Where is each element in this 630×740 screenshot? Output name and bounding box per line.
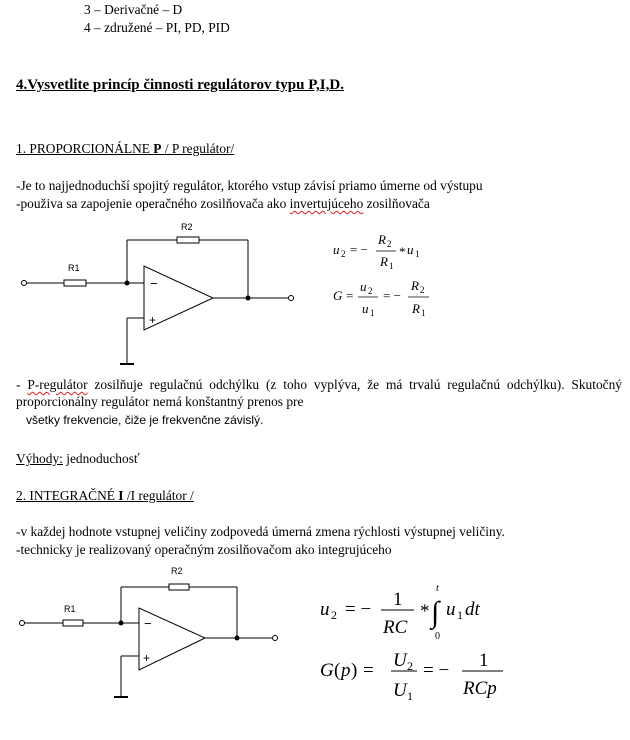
i-node-output — [235, 636, 240, 641]
list-item-derivative: 3 – Derivačné – D — [84, 2, 183, 17]
p-label-r2: R2 — [181, 222, 193, 232]
svg-text:(: ( — [334, 660, 341, 681]
p-line2-c: zosilňovača — [363, 196, 430, 211]
i-equation-u2 — [320, 583, 481, 642]
svg-text:R: R — [411, 278, 419, 293]
svg-text:2: 2 — [331, 608, 337, 622]
svg-text:u: u — [362, 301, 369, 316]
svg-text:1: 1 — [393, 589, 403, 610]
p-equation-u2 — [333, 232, 420, 271]
svg-text:= −: = − — [423, 660, 450, 681]
svg-text:u: u — [333, 242, 340, 257]
p-node-output — [246, 296, 251, 301]
svg-text:1: 1 — [415, 249, 420, 259]
section-heading: 4.Vysvetlite princíp činnosti regulátorov typu P,I,D. — [16, 77, 344, 93]
svg-text:= −: = − — [383, 288, 401, 303]
p-title-suffix: / P regulátor/ — [161, 141, 235, 156]
i-section-title — [16, 488, 194, 504]
svg-text:R: R — [380, 254, 388, 269]
svg-text:−: − — [144, 616, 152, 631]
svg-text:R: R — [378, 232, 386, 247]
p-equation-gain — [333, 278, 429, 318]
svg-text:2: 2 — [420, 285, 425, 295]
svg-text:−: − — [150, 276, 158, 291]
i-node-input — [119, 621, 124, 626]
p-line1: -Je to najjednoduchší spojitý regulátor, ktorého vstup závisí priamo úmerne od výstupu — [16, 178, 483, 193]
svg-text:1: 1 — [407, 689, 413, 703]
svg-text:u: u — [360, 279, 367, 294]
p-desc-line3: všetky frekvencie, čiže je frekvenčne závislý. — [26, 413, 264, 427]
svg-text:1: 1 — [370, 308, 375, 318]
svg-text:+: + — [143, 651, 151, 665]
svg-text:U: U — [393, 650, 407, 671]
svg-text:=: = — [346, 288, 354, 303]
svg-text:2: 2 — [407, 659, 413, 673]
svg-text:p: p — [341, 660, 351, 681]
p-description — [16, 376, 622, 410]
p-desc-b: P-regulátor — [27, 377, 88, 392]
svg-text:RCp: RCp — [463, 678, 497, 699]
svg-text:= −: = − — [345, 599, 372, 620]
svg-text:1: 1 — [479, 650, 489, 671]
svg-text:t: t — [436, 583, 439, 594]
svg-text:): ) — [351, 660, 358, 681]
p-node-input — [125, 281, 130, 286]
i-title-suffix: /I regulátor / — [123, 488, 194, 503]
svg-text:= −: = − — [350, 242, 368, 257]
svg-text:2: 2 — [341, 249, 346, 259]
svg-text:1: 1 — [389, 261, 394, 271]
p-label-r1: R1 — [68, 263, 80, 273]
svg-text:+: + — [149, 313, 157, 327]
svg-text:G: G — [333, 288, 343, 303]
i-regulator-circuit — [20, 584, 278, 697]
p-line2-a: -použiva sa zapojenie operačného zosilňovača ako — [16, 196, 290, 211]
svg-text:=: = — [363, 660, 374, 681]
i-equation-transfer — [320, 650, 503, 703]
svg-text:2: 2 — [387, 239, 392, 249]
p-advantages — [16, 451, 140, 467]
i-label-r1: R1 — [64, 604, 76, 614]
svg-text:G: G — [320, 660, 334, 681]
i-title-prefix: 2. INTEGRAČNÉ — [16, 488, 119, 503]
svg-text:RC: RC — [383, 617, 408, 638]
svg-text:1: 1 — [421, 308, 426, 318]
svg-text:u: u — [320, 599, 330, 620]
svg-text:R: R — [412, 301, 420, 316]
p-desc-a: - — [16, 377, 28, 392]
svg-text:U: U — [393, 680, 407, 701]
p-title-bold: P — [153, 141, 162, 156]
svg-text:*: * — [420, 601, 430, 622]
svg-text:u: u — [407, 242, 414, 257]
svg-text:*: * — [399, 244, 406, 259]
p-line2-b: invertujúceho — [289, 196, 364, 211]
i-line1: -v každej hodnote vstupnej veličiny zodpovedá úmerná zmena rýchlosti výstupnej veličiny. — [16, 524, 505, 539]
i-line2: -technicky je realizovaný operačným zosilňovačom ako integrujúceho — [16, 542, 392, 557]
p-title-prefix: 1. PROPORCIONÁLNE — [16, 141, 154, 156]
advantages-label: Výhody: — [16, 451, 63, 466]
p-desc-c: zosilňuje regulačnú odchýlku (z toho vyplýva, že má trvalú regulačnú odchýlku). Skutočný proporcionálny regulátor nemá konštantný prenos pre — [16, 377, 623, 409]
list-item-combined: 4 – združené – PI, PD, PID — [84, 20, 230, 35]
advantages-text: jednoduchosť — [62, 451, 140, 466]
svg-text:1: 1 — [457, 608, 463, 622]
svg-text:0: 0 — [435, 631, 440, 642]
i-label-r2: R2 — [171, 566, 183, 576]
svg-text:dt: dt — [465, 599, 480, 620]
svg-text:u: u — [446, 599, 456, 620]
i-title-bold: I — [118, 488, 124, 503]
svg-text:∫: ∫ — [431, 596, 440, 629]
svg-text:2: 2 — [368, 286, 373, 296]
